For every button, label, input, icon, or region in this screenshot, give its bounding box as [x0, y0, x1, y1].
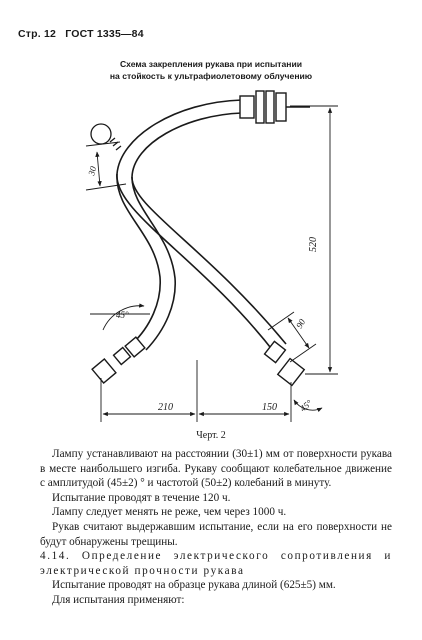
- uv-lamp: [91, 124, 121, 150]
- dim-90-label: 90: [294, 317, 308, 330]
- figure-caption-line1: Схема закрепления рукава при испытании: [119, 59, 303, 69]
- standard-number: ГОСТ 1335—84: [65, 28, 144, 40]
- dim-30-label: 30: [86, 165, 99, 177]
- bottom-right-fitting: [265, 341, 305, 385]
- dim-210-label: 210: [158, 402, 173, 413]
- paragraph-lamp-change: Лампу следует менять не реже, чем через 1000 ч.: [52, 506, 287, 519]
- figure-label: Черт. 2: [196, 430, 226, 441]
- body-text: [40, 447, 392, 608]
- angle-45-right-label: 45°: [297, 397, 314, 414]
- hose-mounting-drawing: [0, 82, 422, 427]
- figure-caption-line2: на стойкость к ультрафиолетовому облучению: [109, 71, 313, 81]
- bottom-left-fitting: [92, 337, 145, 383]
- angle-45-left-label: 45°: [116, 310, 129, 320]
- page-number: Стр. 12: [18, 28, 57, 40]
- page-header: [18, 28, 150, 40]
- top-fitting: [240, 91, 310, 123]
- section-heading-4-14: 4.14. Определение электрического сопротивления и электрической прочности рукава: [40, 550, 392, 577]
- paragraph-sample-length: Испытание проводят на образце рукава длиной (625±5) мм.: [52, 579, 336, 592]
- dim-150-label: 150: [262, 402, 277, 413]
- dimension-30: [86, 142, 126, 190]
- paragraph-equipment: Для испытания применяют:: [52, 593, 185, 606]
- paragraph-criterion: Рукав считают выдержавшим испытание, если на его поверхности не будут обнаружены трещины.: [40, 520, 392, 548]
- dim-520-label: 520: [308, 237, 319, 252]
- paragraph-lamp-distance: Лампу устанавливают на расстоянии (30±1) мм от поверхности рукава в месте наибольшего изгиба. Рукаву сообщают колебательное движение с амплитудой (45±2) ° и частотой (50±2) колебаний в минуту.: [40, 448, 392, 490]
- paragraph-duration: Испытание проводят в течение 120 ч.: [52, 491, 231, 504]
